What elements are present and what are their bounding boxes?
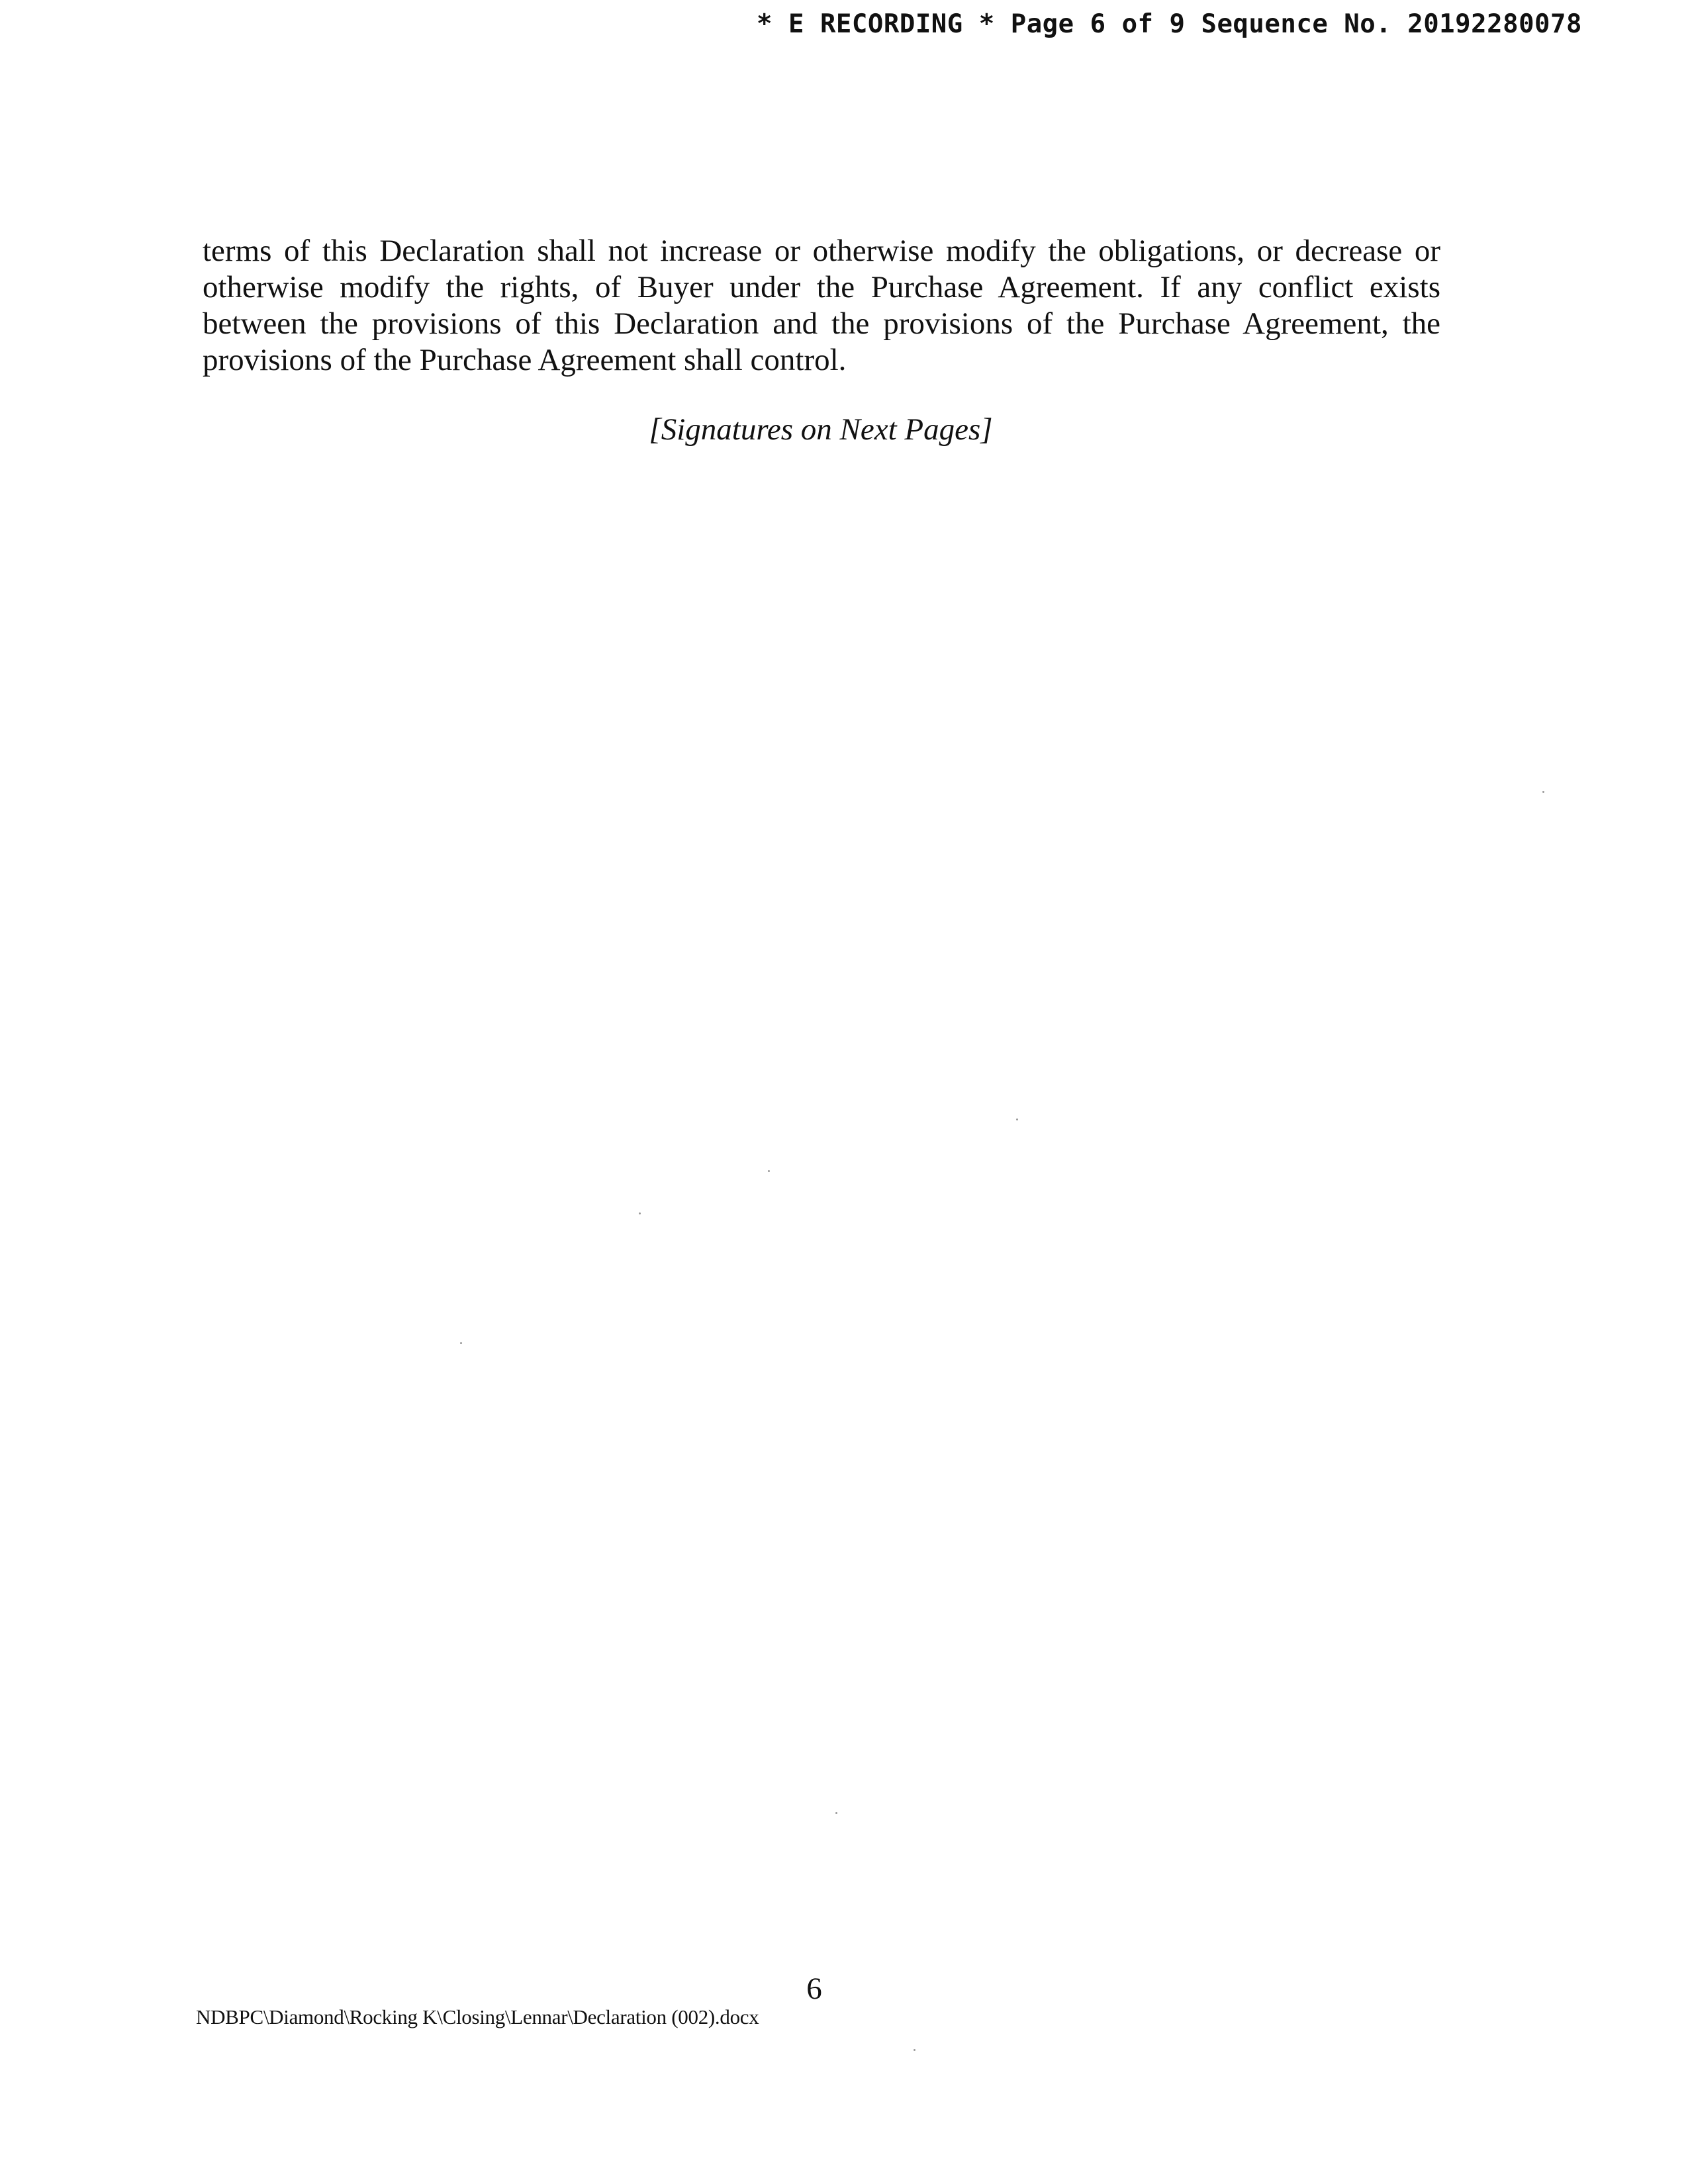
signatures-note: [Signatures on Next Pages] [649,412,993,447]
file-path-footer: NDBPC\Diamond\Rocking K\Closing\Lennar\Declaration (002).docx [196,2005,759,2028]
scan-speck [639,1212,641,1214]
scan-speck [768,1170,770,1172]
scan-speck [1016,1118,1018,1120]
page-number: 6 [806,1972,822,2006]
body-paragraph: terms of this Declaration shall not increase or otherwise modify the obligations, or decrease or otherwise modify the rights, of Buyer under the Purchase Agreement. If any conflict exists between the provisions of this Declaration and the provisions of the Purchase Agreement, the provisions of the Purchase Agreement shall control. [203,234,1440,377]
scan-speck [835,1812,837,1814]
scan-speck [914,2049,915,2051]
scan-speck [460,1342,462,1344]
scan-speck [1542,791,1544,793]
recording-header: * E RECORDING * Page 6 of 9 Sequence No. 20192280078 [757,9,1582,39]
